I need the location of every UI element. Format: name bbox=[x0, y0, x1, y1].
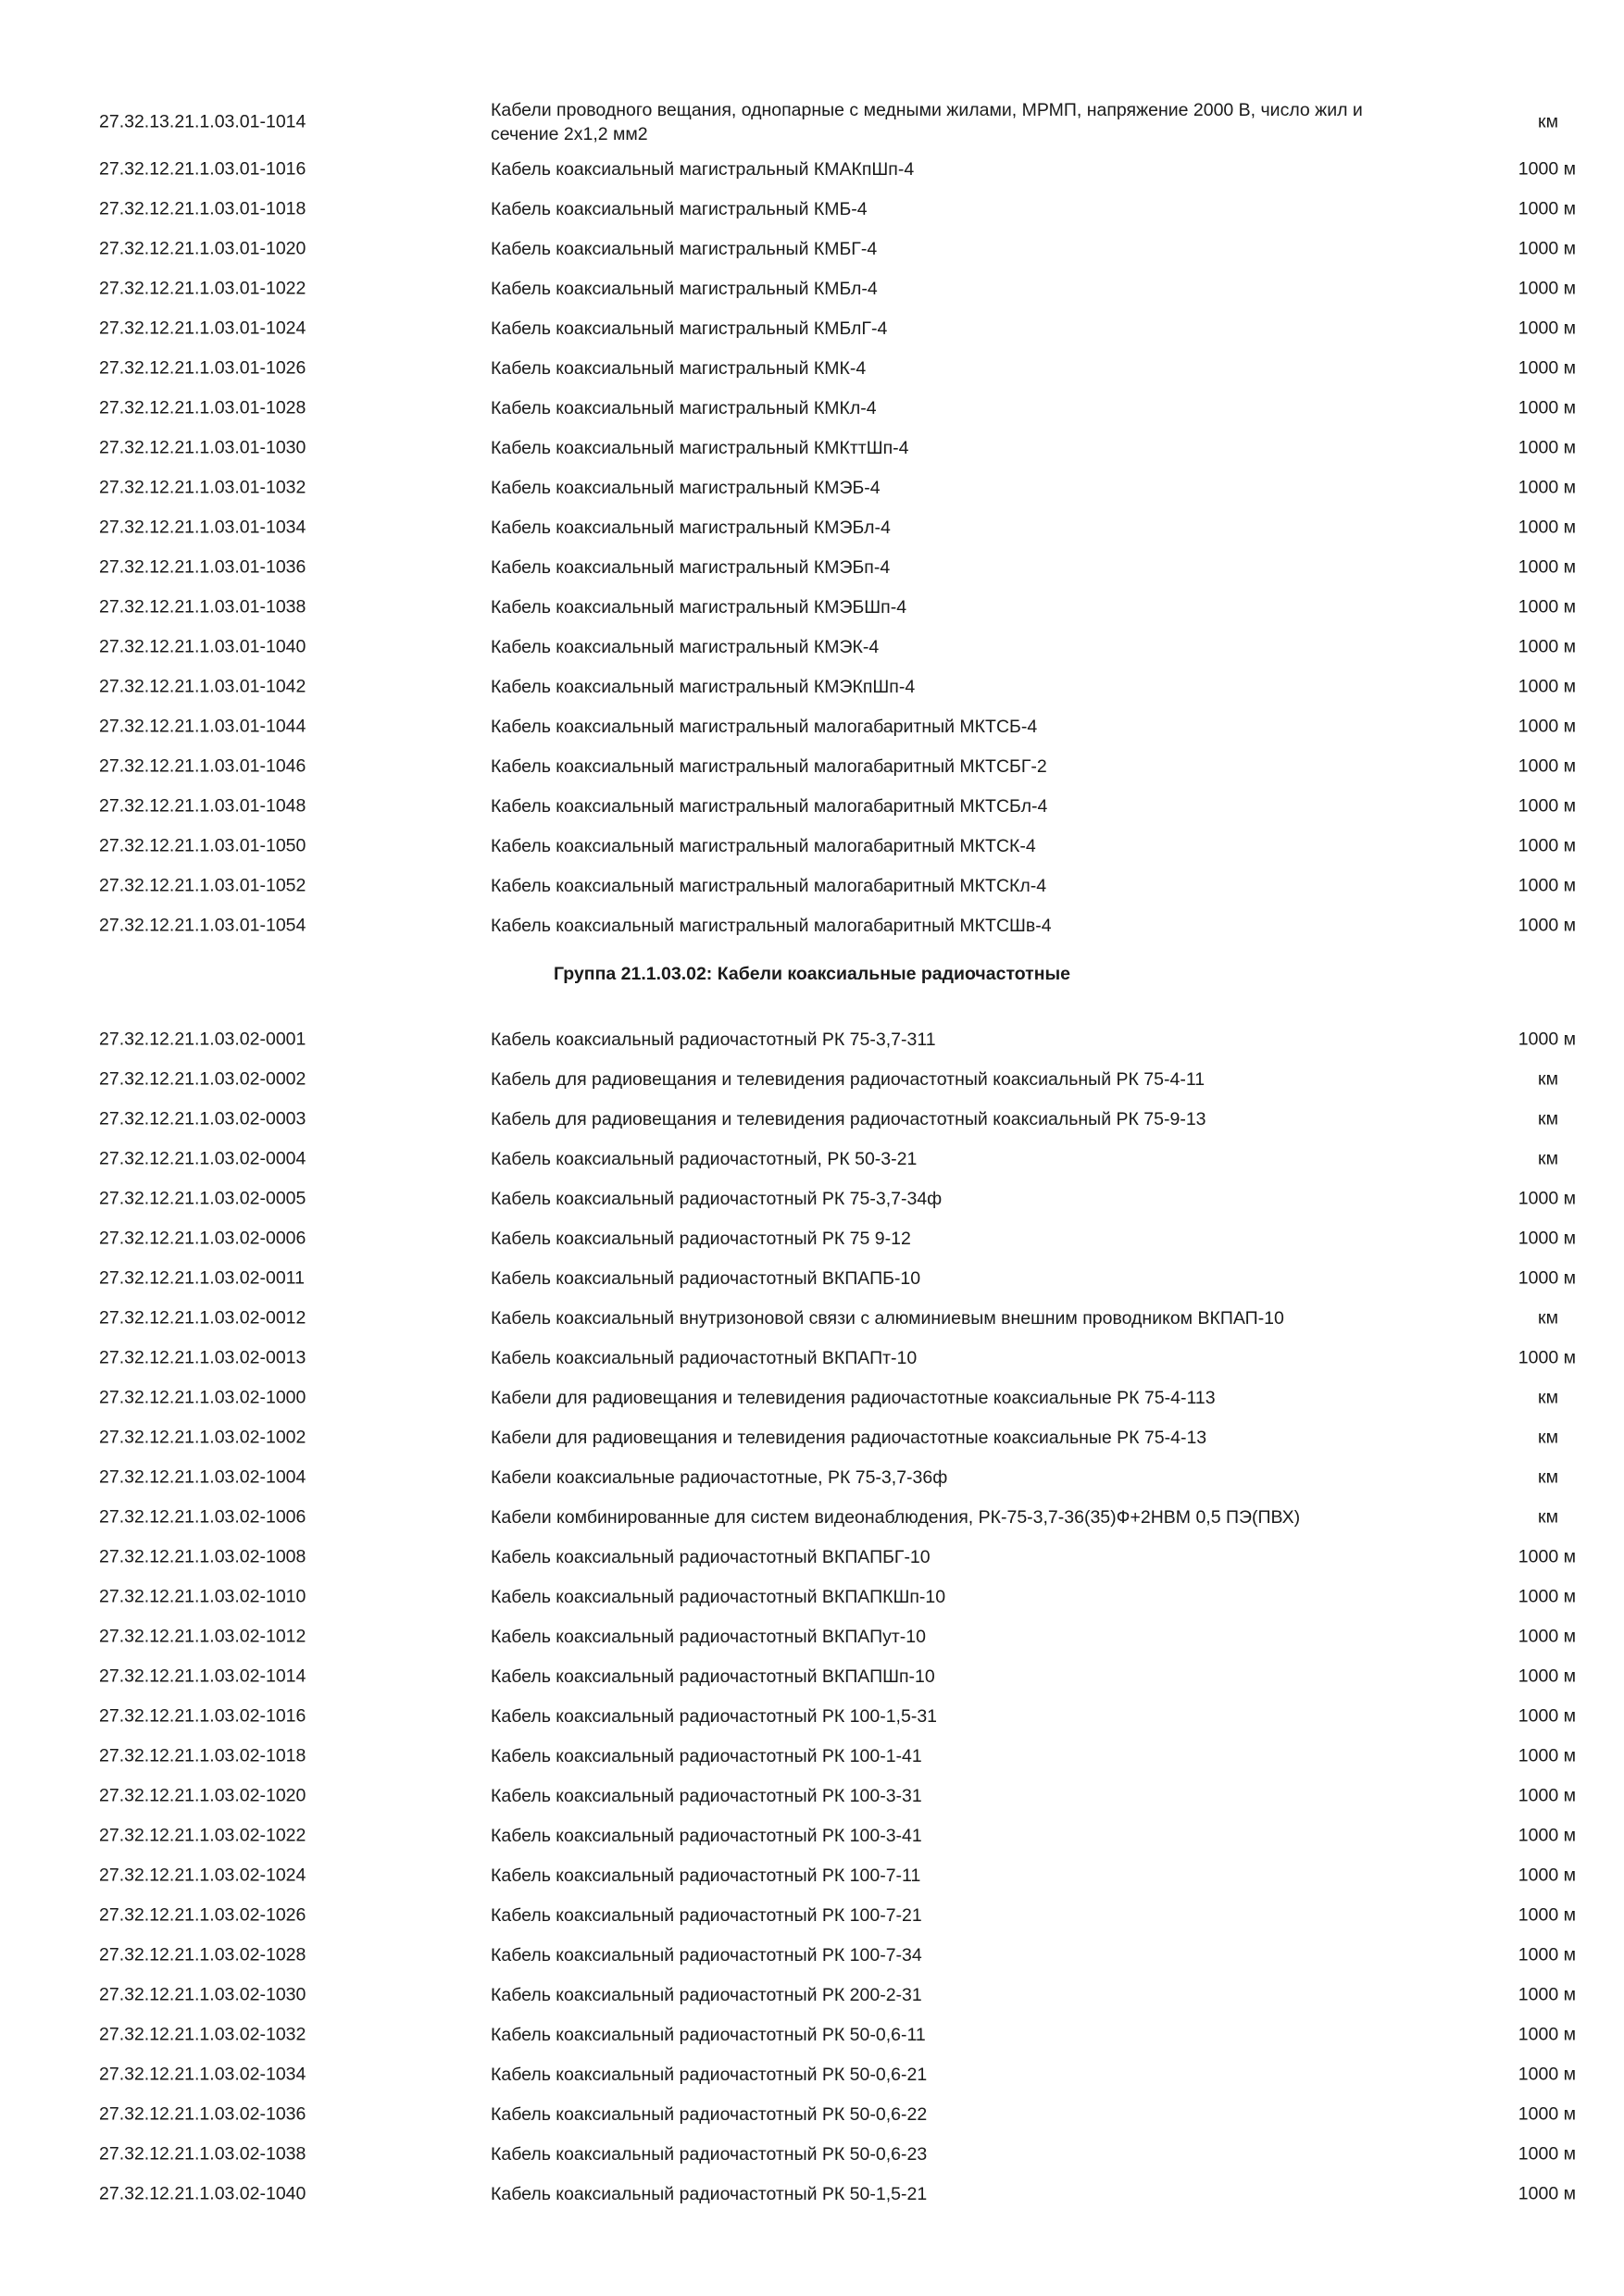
resource-name: Кабель коаксиальный магистральный КМБ-4 bbox=[491, 198, 868, 219]
resource-name: Кабель коаксиальный магистральный малогабаритный МКТСШв-4 bbox=[491, 915, 1052, 936]
resource-code: 27.32.12.21.1.03.02-0003 bbox=[99, 1108, 306, 1129]
resource-code: 27.32.12.21.1.03.02-1032 bbox=[99, 2024, 306, 2044]
resource-name: Кабель коаксиальный магистральный малогабаритный МКТСК-4 bbox=[491, 835, 1036, 856]
resource-code: 27.32.12.21.1.03.01-1038 bbox=[99, 596, 306, 617]
resource-name: Кабель коаксиальный внутризоновой связи с алюминиевым внешним проводником ВКПАП-10 bbox=[491, 1307, 1284, 1329]
unit-of-measure: 1000 м bbox=[1518, 1546, 1576, 1566]
unit-of-measure: 1000 м bbox=[1518, 835, 1576, 855]
resource-code: 27.32.12.21.1.03.02-1018 bbox=[99, 1745, 306, 1766]
resource-code: 27.32.12.21.1.03.02-1008 bbox=[99, 1546, 306, 1566]
table-row bbox=[0, 1218, 1624, 1258]
table-row bbox=[0, 826, 1624, 866]
resource-code: 27.32.12.21.1.03.02-1024 bbox=[99, 1865, 306, 1885]
resource-code: 27.32.12.21.1.03.02-1026 bbox=[99, 1904, 306, 1925]
table-row bbox=[0, 1179, 1624, 1218]
unit-of-measure: 1000 м bbox=[1518, 1586, 1576, 1606]
table-row bbox=[0, 189, 1624, 229]
resource-code: 27.32.12.21.1.03.01-1034 bbox=[99, 517, 306, 537]
resource-name: Кабель коаксиальный магистральный КМЭБШп-4 bbox=[491, 596, 907, 618]
resource-name: Кабели комбинированные для систем видеонаблюдения, РК-75-3,7-36(35)Ф+2НВМ 0,5 ПЭ(ПВХ) bbox=[491, 1506, 1301, 1528]
resource-name: Кабель коаксиальный магистральный КМЭКпШп-4 bbox=[491, 676, 916, 697]
table-row bbox=[0, 1019, 1624, 1059]
unit-of-measure: 1000 м bbox=[1518, 1904, 1576, 1925]
unit-of-measure: км bbox=[1538, 1108, 1558, 1129]
unit-of-measure: км bbox=[1538, 1068, 1558, 1089]
table-row bbox=[0, 746, 1624, 786]
unit-of-measure: 1000 м bbox=[1518, 716, 1576, 736]
resource-name: Кабель коаксиальный радиочастотный РК 50-0,6-21 bbox=[491, 2064, 928, 2085]
resource-name: Кабель коаксиальный радиочастотный РК 100-1,5-31 bbox=[491, 1705, 938, 1727]
resource-code: 27.32.12.21.1.03.02-0006 bbox=[99, 1228, 306, 1248]
table-row bbox=[0, 1298, 1624, 1338]
resource-name: Кабель коаксиальный радиочастотный РК 100-7-21 bbox=[491, 1904, 922, 1926]
resource-code: 27.32.12.21.1.03.01-1046 bbox=[99, 755, 306, 776]
unit-of-measure: 1000 м bbox=[1518, 437, 1576, 457]
resource-code: 27.32.12.21.1.03.01-1028 bbox=[99, 397, 306, 418]
resource-name: Кабель коаксиальный радиочастотный РК 100-7-11 bbox=[491, 1865, 921, 1886]
resource-code: 27.32.12.21.1.03.02-1002 bbox=[99, 1427, 306, 1447]
table-row bbox=[0, 1258, 1624, 1298]
resource-name: Кабель коаксиальный магистральный КМЭБп-4 bbox=[491, 556, 891, 578]
table-row bbox=[0, 1338, 1624, 1378]
table-row bbox=[0, 547, 1624, 587]
unit-of-measure: 1000 м bbox=[1518, 1984, 1576, 2004]
table-row bbox=[0, 1378, 1624, 1417]
table-row bbox=[0, 866, 1624, 905]
resource-code: 27.32.12.21.1.03.01-1054 bbox=[99, 915, 306, 935]
table-row bbox=[0, 428, 1624, 468]
resource-name: Кабель коаксиальный радиочастотный ВКПАПШп-10 bbox=[491, 1666, 935, 1687]
resource-name: Кабель для радиовещания и телевидения радиочастотный коаксиальный РК 75-4-11 bbox=[491, 1068, 1206, 1090]
resource-name: Кабель коаксиальный магистральный КМАКпШп-4 bbox=[491, 158, 915, 180]
unit-of-measure: 1000 м bbox=[1518, 1188, 1576, 1208]
resource-code: 27.32.12.21.1.03.01-1042 bbox=[99, 676, 306, 696]
resource-code: 27.32.12.21.1.03.01-1048 bbox=[99, 795, 306, 816]
resource-name: Кабель коаксиальный радиочастотный ВКПАПут-10 bbox=[491, 1626, 926, 1647]
resource-name: Кабель коаксиальный магистральный КМЭБл-4 bbox=[491, 517, 891, 538]
unit-of-measure: 1000 м bbox=[1518, 2143, 1576, 2164]
resource-code: 27.32.12.21.1.03.01-1052 bbox=[99, 875, 306, 895]
resource-name: Кабель коаксиальный радиочастотный РК 100-3-31 bbox=[491, 1785, 922, 1806]
resource-code: 27.32.12.21.1.03.02-0011 bbox=[99, 1267, 305, 1288]
resource-name: Кабель коаксиальный магистральный КМКл-4 bbox=[491, 397, 877, 418]
resource-code: 27.32.12.21.1.03.01-1036 bbox=[99, 556, 306, 577]
resource-code: 27.32.12.21.1.03.02-1020 bbox=[99, 1785, 306, 1805]
table-row bbox=[0, 308, 1624, 348]
unit-of-measure: 1000 м bbox=[1518, 198, 1576, 218]
resource-name: Кабель коаксиальный радиочастотный РК 50-0,6-22 bbox=[491, 2103, 928, 2125]
resource-code: 27.32.12.21.1.03.02-1030 bbox=[99, 1984, 306, 2004]
resource-name: Кабель коаксиальный радиочастотный ВКПАПБ-10 bbox=[491, 1267, 921, 1289]
resource-code: 27.32.12.21.1.03.02-1022 bbox=[99, 1825, 306, 1845]
unit-of-measure: 1000 м bbox=[1518, 357, 1576, 378]
table-row bbox=[0, 627, 1624, 667]
resource-name: Кабель коаксиальный радиочастотный РК 75 9-12 bbox=[491, 1228, 911, 1249]
table-row bbox=[0, 1577, 1624, 1616]
resource-code: 27.32.12.21.1.03.02-0013 bbox=[99, 1347, 306, 1367]
unit-of-measure: 1000 м bbox=[1518, 636, 1576, 656]
resource-code: 27.32.12.21.1.03.02-1038 bbox=[99, 2143, 306, 2164]
table-row bbox=[0, 1099, 1624, 1139]
table-row bbox=[0, 1139, 1624, 1179]
resource-code: 27.32.12.21.1.03.02-1036 bbox=[99, 2103, 306, 2124]
resource-code: 27.32.12.21.1.03.02-0012 bbox=[99, 1307, 306, 1328]
table-row bbox=[0, 468, 1624, 507]
table-row bbox=[0, 1776, 1624, 1816]
resource-code: 27.32.12.21.1.03.02-1034 bbox=[99, 2064, 306, 2084]
table-row bbox=[0, 1975, 1624, 2015]
table-row bbox=[0, 587, 1624, 627]
resource-name: Кабель коаксиальный радиочастотный РК 50-0,6-11 bbox=[491, 2024, 926, 2045]
table-row bbox=[0, 229, 1624, 268]
unit-of-measure: км bbox=[1538, 1466, 1558, 1487]
resource-name: Кабель коаксиальный магистральный КМБл-4 bbox=[491, 278, 878, 299]
unit-of-measure: км bbox=[1538, 1506, 1558, 1527]
unit-of-measure: 1000 м bbox=[1518, 755, 1576, 776]
unit-of-measure: 1000 м bbox=[1518, 2064, 1576, 2084]
table-row bbox=[0, 1855, 1624, 1895]
resource-name: Кабели для радиовещания и телевидения радиочастотные коаксиальные РК 75-4-113 bbox=[491, 1387, 1216, 1408]
table-row bbox=[0, 388, 1624, 428]
resource-code: 27.32.12.21.1.03.02-1014 bbox=[99, 1666, 306, 1686]
table-row bbox=[0, 2094, 1624, 2134]
resource-name: Кабель коаксиальный магистральный малогабаритный МКТСБГ-2 bbox=[491, 755, 1047, 777]
resource-name: Кабель коаксиальный радиочастотный РК 75-3,7-311 bbox=[491, 1029, 936, 1050]
unit-of-measure: 1000 м bbox=[1518, 1347, 1576, 1367]
unit-of-measure: 1000 м bbox=[1518, 1705, 1576, 1726]
unit-of-measure: 1000 м bbox=[1518, 2024, 1576, 2044]
resource-name: Кабель коаксиальный магистральный малогабаритный МКТСКл-4 bbox=[491, 875, 1047, 896]
table-row bbox=[0, 2134, 1624, 2174]
resource-name: Кабель коаксиальный радиочастотный РК 50-1,5-21 bbox=[491, 2183, 928, 2204]
resource-code: 27.32.12.21.1.03.01-1024 bbox=[99, 318, 306, 338]
resource-name: Кабель коаксиальный радиочастотный РК 100-3-41 bbox=[491, 1825, 922, 1846]
resource-code: 27.32.12.21.1.03.02-1004 bbox=[99, 1466, 306, 1487]
unit-of-measure: 1000 м bbox=[1518, 795, 1576, 816]
table-row bbox=[0, 706, 1624, 746]
unit-of-measure: 1000 м bbox=[1518, 238, 1576, 258]
table-row bbox=[0, 507, 1624, 547]
resource-code: 27.32.12.21.1.03.01-1050 bbox=[99, 835, 306, 855]
unit-of-measure: км bbox=[1538, 111, 1558, 132]
unit-of-measure: 1000 м bbox=[1518, 477, 1576, 497]
resource-name: Кабель коаксиальный радиочастотный ВКПАПт-10 bbox=[491, 1347, 918, 1368]
resource-code: 27.32.12.21.1.03.01-1030 bbox=[99, 437, 306, 457]
table-row bbox=[0, 1417, 1624, 1457]
resource-name: Кабель коаксиальный радиочастотный РК 100-7-34 bbox=[491, 1944, 922, 1965]
resource-name: Кабель для радиовещания и телевидения радиочастотный коаксиальный РК 75-9-13 bbox=[491, 1108, 1206, 1129]
unit-of-measure: 1000 м bbox=[1518, 1745, 1576, 1766]
unit-of-measure: 1000 м bbox=[1518, 318, 1576, 338]
resource-name: Кабели для радиовещания и телевидения радиочастотные коаксиальные РК 75-4-13 bbox=[491, 1427, 1207, 1448]
resource-code: 27.32.12.21.1.03.02-1016 bbox=[99, 1705, 306, 1726]
table-row bbox=[0, 1457, 1624, 1497]
table-row bbox=[0, 2015, 1624, 2054]
unit-of-measure: 1000 м bbox=[1518, 1228, 1576, 1248]
resource-name: Кабель коаксиальный магистральный КМБлГ-4 bbox=[491, 318, 888, 339]
table-row bbox=[0, 1736, 1624, 1776]
unit-of-measure: 1000 м bbox=[1518, 1944, 1576, 1965]
resource-name: Кабели коаксиальные радиочастотные, РК 75-3,7-36ф bbox=[491, 1466, 948, 1488]
table-row bbox=[0, 1816, 1624, 1855]
resource-code: 27.32.12.21.1.03.01-1016 bbox=[99, 158, 306, 179]
resource-code: 27.32.12.21.1.03.01-1032 bbox=[99, 477, 306, 497]
resource-code: 27.32.12.21.1.03.02-0004 bbox=[99, 1148, 306, 1168]
unit-of-measure: 1000 м bbox=[1518, 2183, 1576, 2203]
resource-name: Кабель коаксиальный магистральный КМБГ-4 bbox=[491, 238, 878, 259]
resource-code: 27.32.12.21.1.03.01-1044 bbox=[99, 716, 306, 736]
resource-code: 27.32.12.21.1.03.02-0001 bbox=[99, 1029, 306, 1049]
unit-of-measure: 1000 м bbox=[1518, 517, 1576, 537]
unit-of-measure: 1000 м bbox=[1518, 397, 1576, 418]
resource-code: 27.32.12.21.1.03.01-1022 bbox=[99, 278, 306, 298]
table-row bbox=[0, 2054, 1624, 2094]
resource-code: 27.32.12.21.1.03.02-1028 bbox=[99, 1944, 306, 1965]
resource-code: 27.32.12.21.1.03.02-1012 bbox=[99, 1626, 306, 1646]
resource-name: Кабель коаксиальный радиочастотный ВКПАПКШп-10 bbox=[491, 1586, 946, 1607]
table-row bbox=[0, 667, 1624, 706]
resource-code: 27.32.12.21.1.03.02-1006 bbox=[99, 1506, 306, 1527]
table-row bbox=[0, 1537, 1624, 1577]
resource-code: 27.32.12.21.1.03.02-1010 bbox=[99, 1586, 306, 1606]
unit-of-measure: 1000 м bbox=[1518, 1666, 1576, 1686]
resource-name: Кабель коаксиальный радиочастотный РК 200-2-31 bbox=[491, 1984, 922, 2005]
resource-code: 27.32.13.21.1.03.01-1014 bbox=[99, 111, 306, 132]
resource-name: Кабель коаксиальный радиочастотный РК 75-3,7-34ф bbox=[491, 1188, 943, 1209]
unit-of-measure: 1000 м bbox=[1518, 1785, 1576, 1805]
table-row bbox=[0, 1895, 1624, 1935]
table-row bbox=[0, 2174, 1624, 2214]
table-row bbox=[0, 95, 1624, 149]
resource-code: 27.32.12.21.1.03.02-1000 bbox=[99, 1387, 306, 1407]
resource-name: Кабель коаксиальный магистральный КМКттШп-4 bbox=[491, 437, 909, 458]
unit-of-measure: 1000 м bbox=[1518, 278, 1576, 298]
resource-name: Кабель коаксиальный радиочастотный, РК 50-3-21 bbox=[491, 1148, 918, 1169]
unit-of-measure: 1000 м bbox=[1518, 1029, 1576, 1049]
table-row bbox=[0, 1059, 1624, 1099]
unit-of-measure: км bbox=[1538, 1307, 1558, 1328]
table-row bbox=[0, 1935, 1624, 1975]
table-row bbox=[0, 1656, 1624, 1696]
unit-of-measure: 1000 м bbox=[1518, 556, 1576, 577]
resource-name: Кабель коаксиальный радиочастотный РК 100-1-41 bbox=[491, 1745, 922, 1766]
table-row bbox=[0, 1616, 1624, 1656]
unit-of-measure: 1000 м bbox=[1518, 596, 1576, 617]
resource-code: 27.32.12.21.1.03.02-0002 bbox=[99, 1068, 306, 1089]
unit-of-measure: 1000 м bbox=[1518, 158, 1576, 179]
unit-of-measure: 1000 м bbox=[1518, 2103, 1576, 2124]
resource-code: 27.32.12.21.1.03.01-1040 bbox=[99, 636, 306, 656]
unit-of-measure: км bbox=[1538, 1148, 1558, 1168]
resource-name: Кабели проводного вещания, однопарные с медными жилами, МРМП, напряжение 2000 В, число жил и сечение 2х1,2 мм2 bbox=[491, 100, 1363, 144]
resource-code: 27.32.12.21.1.03.01-1020 bbox=[99, 238, 306, 258]
resource-name: Кабель коаксиальный магистральный КМК-4 bbox=[491, 357, 867, 379]
resource-name: Кабель коаксиальный магистральный КМЭБ-4 bbox=[491, 477, 881, 498]
resource-code: 27.32.12.21.1.03.02-0005 bbox=[99, 1188, 306, 1208]
resource-name: Кабель коаксиальный магистральный КМЭК-4 bbox=[491, 636, 880, 657]
unit-of-measure: 1000 м bbox=[1518, 676, 1576, 696]
group-heading: Группа 21.1.03.02: Кабели коаксиальные радиочастотные bbox=[554, 964, 1070, 984]
resource-code: 27.32.12.21.1.03.01-1018 bbox=[99, 198, 306, 218]
table-row bbox=[0, 905, 1624, 945]
resource-name: Кабель коаксиальный радиочастотный РК 50-0,6-23 bbox=[491, 2143, 928, 2165]
resource-code: 27.32.12.21.1.03.02-1040 bbox=[99, 2183, 306, 2203]
unit-of-measure: 1000 м bbox=[1518, 915, 1576, 935]
table-row bbox=[0, 1696, 1624, 1736]
unit-of-measure: 1000 м bbox=[1518, 1267, 1576, 1288]
table-row bbox=[0, 268, 1624, 308]
table-row bbox=[0, 786, 1624, 826]
table-row bbox=[0, 348, 1624, 388]
resource-code: 27.32.12.21.1.03.01-1026 bbox=[99, 357, 306, 378]
resource-name: Кабель коаксиальный радиочастотный ВКПАПБГ-10 bbox=[491, 1546, 931, 1567]
resource-name: Кабель коаксиальный магистральный малогабаритный МКТСБ-4 bbox=[491, 716, 1038, 737]
unit-of-measure: 1000 м bbox=[1518, 1626, 1576, 1646]
resource-name: Кабель коаксиальный магистральный малогабаритный МКТСБл-4 bbox=[491, 795, 1048, 817]
unit-of-measure: 1000 м bbox=[1518, 875, 1576, 895]
table-row bbox=[0, 149, 1624, 189]
unit-of-measure: 1000 м bbox=[1518, 1865, 1576, 1885]
unit-of-measure: 1000 м bbox=[1518, 1825, 1576, 1845]
unit-of-measure: км bbox=[1538, 1427, 1558, 1447]
unit-of-measure: км bbox=[1538, 1387, 1558, 1407]
table-row bbox=[0, 1497, 1624, 1537]
